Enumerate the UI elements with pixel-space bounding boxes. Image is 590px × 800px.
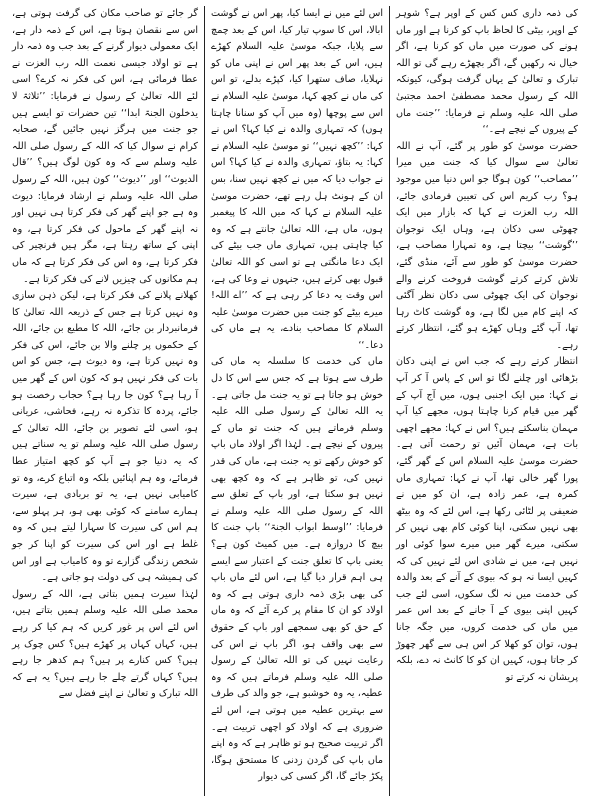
paragraph: ماں کی خدمت کا سلسلہ یہ ماں کی طرف سے ہوتا ہے کہ جس سے اس کا دل خوش ہو جاتا ہے تو یہ جنت مل جاتی ہے۔ یہ اللہ تعالیٰ کے رسول صلی اللہ علیہ وسلم فرماتے ہیں کہ جنت تو ماں کے پیروں کے نیچے ہے۔ لہٰذا اگر اولاد ماں باپ کو خوش رکھے تو یہ جنت ہے، ماں کی قدر نہیں کی، تو ظاہر ہے کہ وہ کچھ بھی نہیں ہو سکتا ہے، اور باپ کے تعلق سے اللہ کے رسول صلی اللہ علیہ وسلم نے فرمایا: ’’اوسط ابواب الجنۃ‘‘ باپ جنت کا بیچ کا دروازہ ہے۔ میں کمیٹ کون ہے؟ یعنی باپ کا تعلق جنت کے اعتبار سے ایسے ہی اہم قرار دیا گیا ہے، اس لئے ماں باپ کی بھی بڑی ذمہ داری ہوتی ہے کہ وہ اولاد کو ان کا مقام پر کرے آئے کہ وہ ماں کے حق کو بھی سمجھے اور باپ کے حقوق سے بھی واقف ہو، اگر باپ نے اس کی رعایت نہیں کی تو اللہ تعالیٰ کے رسول صلی اللہ علیہ وسلم فرماتے ہیں کہ وہ عطیہ، یہ وہ خوشبو ہے، جو والد کی طرف سے بہترین عطیہ میں ہوتی ہے، اس لئے ضروری ہے کہ اولاد کو اچھی تربیت ہے۔ اگر تربیت صحیح ہو تو ظاہر ہے کہ وہ اپنے ماں باپ کی گردن زدنی کا مستحق ہوگا، پکڑ جائے گا، اگر کسی کی دیوار: [211, 356, 383, 783]
paragraph: انتظار کرتے رہے کہ جب اس نے اپنی دکان بڑھائی اور چلنے لگا تو اس کے پاس آ کر آپ نے کہا: میں ایک اجنبی ہوں، میں آج آپ کے گھر میں قیام کرنا چاہتا ہوں، مجھے کیا آپ مہمان بناسکتے ہیں؟ اس نے کہا: مجھے اچھی بات ہے، مہمان آئیں تو رحمت آتی ہے۔ حضرت موسیٰ علیہ السلام اس کے گھر گئے، پورا گھر خالی تھا، آپ نے کہا: تمہاری ماں کمرہ ہے، عمر زادہ ہے، ان کو میں نے ضعیفی پر لٹائی رکھا ہے، اس لئے کہ وہ بیٹھ بھی نہیں سکتی، اپنا کوئی کام بھی نہیں کر سکتی، میرے گھر میں میرے سوا کوئی اور نہیں ہے، میں نے شادی اس لئے نہیں کی کہ کہیں ایسا نہ ہو کہ بیوی کے آنے کے بعد والدہ کی خدمت میں نہ لگ سکوں، اسی لئے جب کہیں اپنی بیوی کے آ جانے کے بعد اس عمر میں ماں کی خدمت کروں، میں جگہ جانا ہوں، توان کو کھلا کر اس ہی سے گھر چھوڑ کر جاتا ہوں، کہیں ان کو کا کانٹ نہ دے، بلکہ پریشان نہ کرتے تو: [396, 356, 578, 683]
paragraph: لہٰذا سیرت ہمیں بتاتی ہے، اللہ کے رسول محمد صلی اللہ علیہ وسلم ہمیں بتاتے ہیں، اس لئے اس پر غور کریں کہ ہم کیا کر رہے ہیں، کہاں کہاں پر کھڑے ہیں؟ کس چوک پر ہیں؟ کس کنارے پر ہیں؟ ہم کدھر جا رہے ہیں؟ کہاں گرتے چلے جا رہے ہیں؟ یہ ہے کہ اللہ تبارک و تعالیٰ نے اپنے فضل سے: [12, 588, 198, 700]
paragraph: کی ذمہ داری کس کس کے اوپر ہے؟ شوہر کے اوپر، بیٹی کا لحاظ باپ کو کرنا ہے اور ماں ہونے کی صورت میں ماں کو کرنا ہے، اگر خیال نہ رکھیں گے، اگر بچھڑے رہے گی تو اللہ تبارک و تعالیٰ کے یہاں گرفت ہوگی، کیونکہ اللہ کے رسول محمد مصطفیٰ احمد مجتبیٰ صلی اللہ علیہ وسلم نے فرمایا: ’’جنت ماں کے پیروں کے نیچے ہے۔‘‘: [396, 8, 578, 136]
paragraph: گر جائے تو صاحب مکان کی گرفت ہوتی ہے، اس سے نقصان ہوتا ہے، اس کے ذمہ دار ہے، ایک معمولی دیوار گرنے کے بعد جب وہ ذمہ دار ہے تو اولاد جیسی نعمت اللہ رب العزت نے عطا فرمائی ہے، اس کی فکر نہ کرے؟ اسی لئے اللہ تعالیٰ کے رسول نے فرمایا: ’’ثلاثۃ لا یدخلون الجنۃ ابدا‘‘ تین حضرات تو ایسے ہیں جو جنت میں ہرگز نہیں جائیں گے، صحابہ کرام نے سوال کیا کہ اللہ کے رسول صلی اللہ علیہ وسلم سے کہ وہ کون لوگ ہیں؟ ’’قال الدیوث‘‘ اور ’’دیوث‘‘ کون ہیں، اللہ کے رسول صلی اللہ علیہ وسلم نے ارشاد فرمایا: دیوث وہ ہے جو اپنے گھر کی فکر کرتا ہی نہیں اور نہ اپنے گھر کے ماحول کی فکر کرتا ہے، وہ اپنی کے ساتھ رہتا ہے، مگر ہیں فرنچیر کی فکر کرتا ہے، وہ اس کی فکر کرتا ہے کہ ماں ہم مکانوں کی چیزیں لانے کی فکر کرتا ہے۔: [12, 8, 198, 285]
paragraph: کھلانے پلانے کی فکر کرتا ہے، لیکن ذہن سازی وہ نہیں کرتا ہے جس کے ذریعہ اللہ تعالیٰ کا فرمانبردار بن جائے، اللہ کا مطیع بن جائے، اللہ کے حکموں پر چلنے والا بن جائے، اس کی فکر وہ نہیں کرتا ہے، وہ دیوث ہے، جس کو اس بات کی فکر نہیں ہو کہ کون اس کے گھر میں آ رہا ہے؟ کون جا رہا ہے؟ حجاب رخصت ہو جائے، پردہ کا تذکرہ نہ رہے، فحاشی، عریانی ہو، اسی لئے تصویر بن جائے، اللہ تعالیٰ کے رسول صلی اللہ علیہ وسلم تو یہ سناتے ہیں کہ یہ دنیا جو ہے آپ کو کچھ امتیاز عطا فرمائے، وہ ہم اپنائیں بلکہ وہ اتباع کرے، وہ تو کامیابی نہیں ہے، یہ تو بربادی ہے، سیرت ہمارے سامنے کہ کوئی بھی ہو، ہر پہلو سے، ہم اس کی سیرت کا سہارا لیتے ہیں کہ وہ غلط ہے اور اس کی سیرت کو اپنا کر جو شخص زندگی گزارے تو وہ کامیاب ہے اور اس کی ہمیشہ ہی کی دولت ہو جاتی ہے۔: [12, 290, 198, 584]
text-column-middle: [204, 6, 390, 796]
paragraph: اس لئے میں نے ایسا کیا، پھر اس نے گوشت ابالا، اس کا سوپ تیار کیا، اس کے بعد چمچ سے پلایا، جبکہ موسیٰ علیہ السلام کھڑے ہیں، اس کے بعد پھر اس نے اپنی ماں کو نہلایا، صاف ستھرا کیا، کپڑے بدلے، تو اس کی ماں نے کچھ کہا، موسیٰ علیہ السلام نے اس سے پوچھا (وہ میں آپ کو سنانا چاہتا ہوں) کہ تمہاری والدہ نے کیا کہا؟ اس نے کہا: ’’کچھ نہیں‘‘ تو موسیٰ علیہ السلام نے کہا: یہ بتاؤ، تمہاری والدہ نے کیا کہا؟ اس نے جواب دیا کہ میں نے کچھ نہیں سنا، بس ان کے ہونٹ ہل رہے تھے، حضرت موسیٰ علیہ السلام نے کہا کہ میں اللہ کا پیغمبر ہوں، ماں ہے، اللہ تعالیٰ جانتے ہے کہ وہ کیا چاہتی ہیں، تمہاری ماں جب بیٹے کی ایک دعا مانگتی ہے تو اسی کو اللہ تعالیٰ قبول بھی کرتے ہیں، جنہوں نے وعا کی ہے، اس وقت یہ دعا کر رہی ہے کہ ’’اے اللہ! میرے بیٹے کو جنت میں حضرت موسیٰ علیہ السلام کا مصاحب بنادے، یہ ہے ماں کی دعا۔‘‘: [211, 8, 383, 351]
paragraph: حضرت موسیٰ کو طور پر گئے، آپ نے اللہ تعالیٰ سے سوال کیا کہ جنت میں میرا ’’مصاحب‘‘ کون ہوگا جو اس دنیا میں موجود ہو؟ رب کریم اس کی تعیین فرمادی جائے، اللہ رب العزت نے کہا کہ بازار میں ایک چھوٹی سی دکان ہے، وہاں ایک نوجوان ’’گوشت‘‘ بیچتا ہے، وہ تمہارا مصاحب ہے، حضرت موسیٰ کو طور سے آئے، منڈی گئے، تلاش کرتے کرتے گوشت فروخت کرنے والے نوجوان کی ایک چھوٹی سی دکان نظر آگئی کہ اپنے کام میں لگا ہے، وہ گوشت کاٹ رہا تھا، آپ گئے وہاں کھڑے ہو گئے، انتظار کرتے رہے۔: [396, 140, 578, 351]
text-column-right: [390, 6, 584, 796]
text-column-left: [6, 6, 204, 796]
